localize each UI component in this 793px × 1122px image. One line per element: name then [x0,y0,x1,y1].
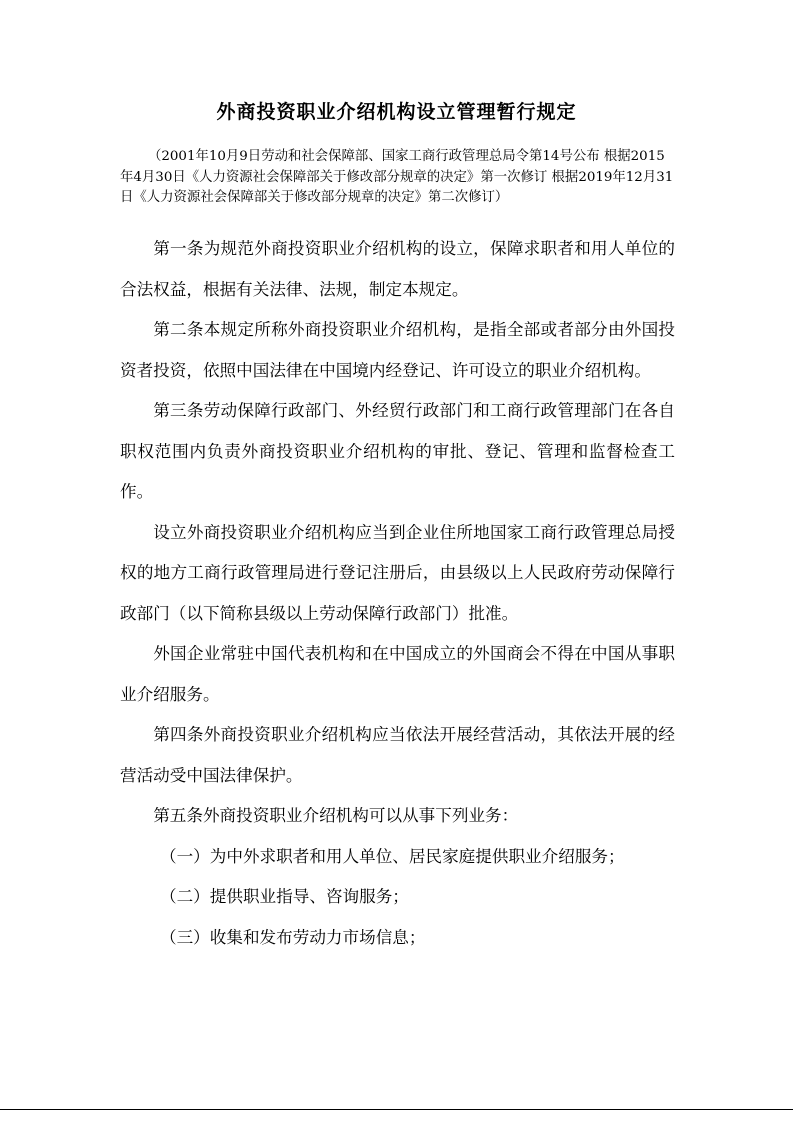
article-1-paragraph: 第一条为规范外商投资职业介绍机构的设立，保障求职者和用人单位的合法权益，根据有关法律、法规，制定本规定。 [120,239,675,299]
article-5-item-2: （二）提供职业指导、咨询服务； [160,887,409,906]
article-3-clause-3-paragraph: 外国企业常驻中国代表机构和在中国成立的外国商会不得在中国从事职业介绍服务。 [120,644,675,704]
page-bottom-rule [0,1109,793,1110]
document-body [120,229,675,958]
article-4-paragraph: 第四条外商投资职业介绍机构应当依法开展经营活动，其依法开展的经营活动受中国法律保护。 [120,725,675,785]
article-2-paragraph: 第二条本规定所称外商投资职业介绍机构，是指全部或者部分由外国投资者投资，依照中国法律在中国境内经登记、许可设立的职业介绍机构。 [120,320,675,380]
article-5-item-1: （一）为中外求职者和用人单位、居民家庭提供职业介绍服务； [160,846,625,866]
article-5-paragraph: 第五条外商投资职业介绍机构可以从事下列业务： [153,806,519,825]
article-3-clause-2-paragraph: 设立外商投资职业介绍机构应当到企业住所地国家工商行政管理总局授权的地方工商行政管理局进行登记注册后，由县级以上人民政府劳动保障行政部门（以下简称县级以上劳动保障行政部门）批准。 [120,522,675,623]
source-note: （2001年10月9日劳动和社会保障部、国家工商行政管理总局令第14号公布 根据2015年4月30日《人力资源社会保障部关于修改部分规章的决定》第一次修订 根据2019年12月31日《人力资源社会保障部关于修改部分规章的决定》第二次修订） [120,149,674,205]
article-5-item-3: （三）收集和发布劳动力市场信息； [160,927,426,947]
document-title: 外商投资职业介绍机构设立管理暂行规定 [216,101,577,123]
article-3-paragraph: 第三条劳动保障行政部门、外经贸行政部门和工商行政管理部门在各自职权范围内负责外商投资职业介绍机构的审批、登记、管理和监督检查工作。 [120,401,675,501]
